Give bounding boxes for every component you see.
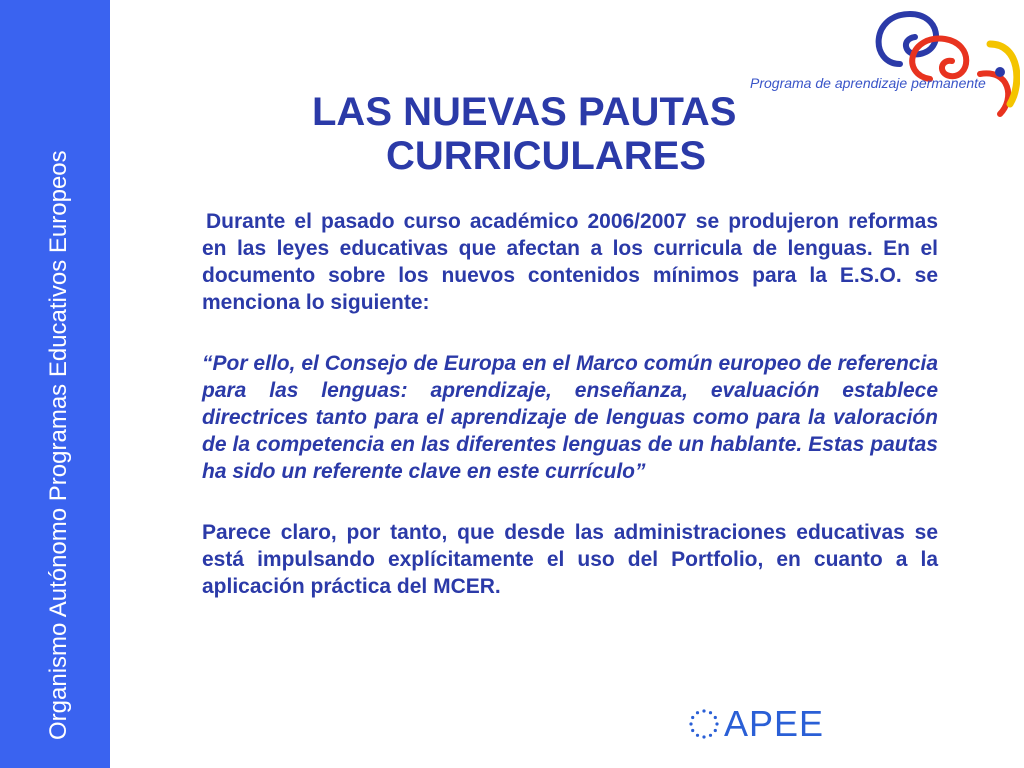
logo-caption: Programa de aprendizaje permanente xyxy=(750,75,986,91)
apee-logo xyxy=(688,704,824,744)
closing-paragraph: Parece claro, por tanto, que desde las administraciones educativas se está impulsando explícitamente el uso del Portfolio, en cuanto a la aplicación práctica del MCER. xyxy=(202,521,938,598)
eu-stars-icon xyxy=(688,708,720,740)
slide-title xyxy=(240,90,840,178)
slide-body xyxy=(202,208,938,600)
apee-label: APEE xyxy=(724,703,825,744)
sidebar-vertical-text: Organismo Autónomo Programas Educativos Europeos xyxy=(45,150,72,740)
lifelong-learning-logo-icon xyxy=(860,4,1020,124)
title-line-1: LAS NUEVAS PAUTAS xyxy=(312,90,737,134)
intro-paragraph: Durante el pasado curso académico 2006/2007 se produjeron reformas en las leyes educativas que afectan a los curricula de lenguas. En el documento sobre los nuevos contenidos mínimos para la E.S.O. se menciona lo siguiente: xyxy=(202,210,938,314)
title-line-2: CURRICULARES xyxy=(386,134,706,178)
sidebar xyxy=(0,0,110,768)
quote-paragraph: “Por ello, el Consejo de Europa en el Marco común europeo de referencia para las lenguas: aprendizaje, enseñanza, evaluación establece directrices tanto para el aprendizaje de lenguas como para la valoración de la competencia en las diferentes lenguas de un hablante. Estas pautas ha sido un referente clave en este currículo” xyxy=(202,352,938,483)
